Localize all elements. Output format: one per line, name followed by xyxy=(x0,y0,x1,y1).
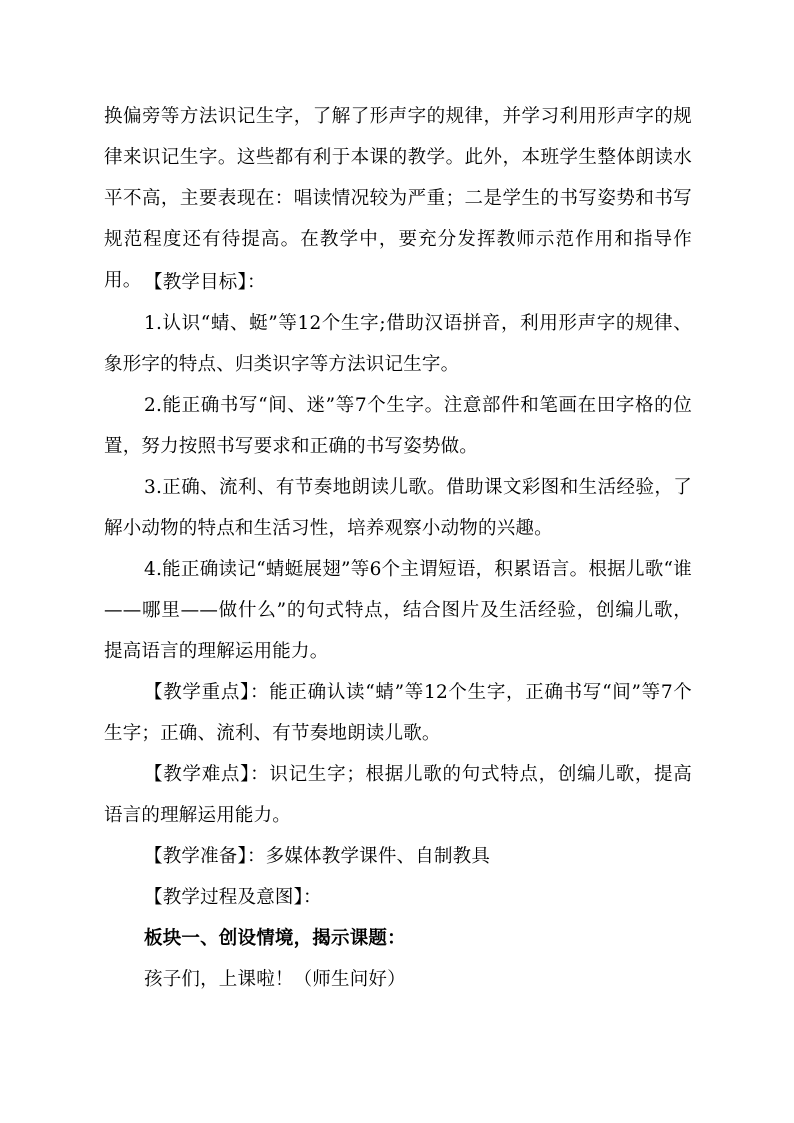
difficulties-paragraph: 【教学难点】：识记生字；根据儿歌的句式特点，创编儿歌，提高语言的理解运用能力。 xyxy=(104,764,692,826)
preparation-paragraph: 【教学准备】：多媒体教学课件、自制教具 xyxy=(144,846,491,867)
key-points-paragraph: 【教学重点】：能正确认读“蜻”等12个生字，正确书写“间”等7个生字；正确、流利、有节奏地朗读儿歌。 xyxy=(104,682,692,744)
section-heading-1: 板块一、创设情境，揭示课题： xyxy=(144,928,406,949)
goal-item-1: 1.认识“蜻、蜓”等12个生字;借助汉语拼音，利用形声字的规律、象形字的特点、归类识字等方法识记生字。 xyxy=(104,313,692,375)
greeting-paragraph: 孩子们，上课啦！（师生问好） xyxy=(144,969,406,990)
goal-item-2: 2.能正确书写“间、迷”等7个生字。注意部件和笔画在田字格的位置，努力按照书写要求和正确的书写姿势做。 xyxy=(104,395,692,457)
goal-item-3: 3.正确、流利、有节奏地朗读儿歌。借助课文彩图和生活经验，了解小动物的特点和生活习性，培养观察小动物的兴趣。 xyxy=(104,477,692,539)
goals-heading: 【教学目标】： xyxy=(144,272,266,293)
goal-item-4: 4.能正确读记“蜻蜓展翅”等6个主谓短语，积累语言。根据儿歌“谁——哪里——做什么”的句式特点，结合图片及生活经验，创编儿歌，提高语言的理解运用能力。 xyxy=(104,559,692,662)
intro-paragraph: 换偏旁等方法识记生字，了解了形声字的规律，并学习利用形声字的规律来识记生字。这些都有利于本课的教学。此外，本班学生整体朗读水平不高，主要表现在：唱读情况较为严重；二是学生的书写姿势和书写规范程度还有待提高。在教学中，要充分发挥教师示范作用和指导作用。 xyxy=(104,106,692,291)
process-heading: 【教学过程及意图】： xyxy=(144,887,322,908)
